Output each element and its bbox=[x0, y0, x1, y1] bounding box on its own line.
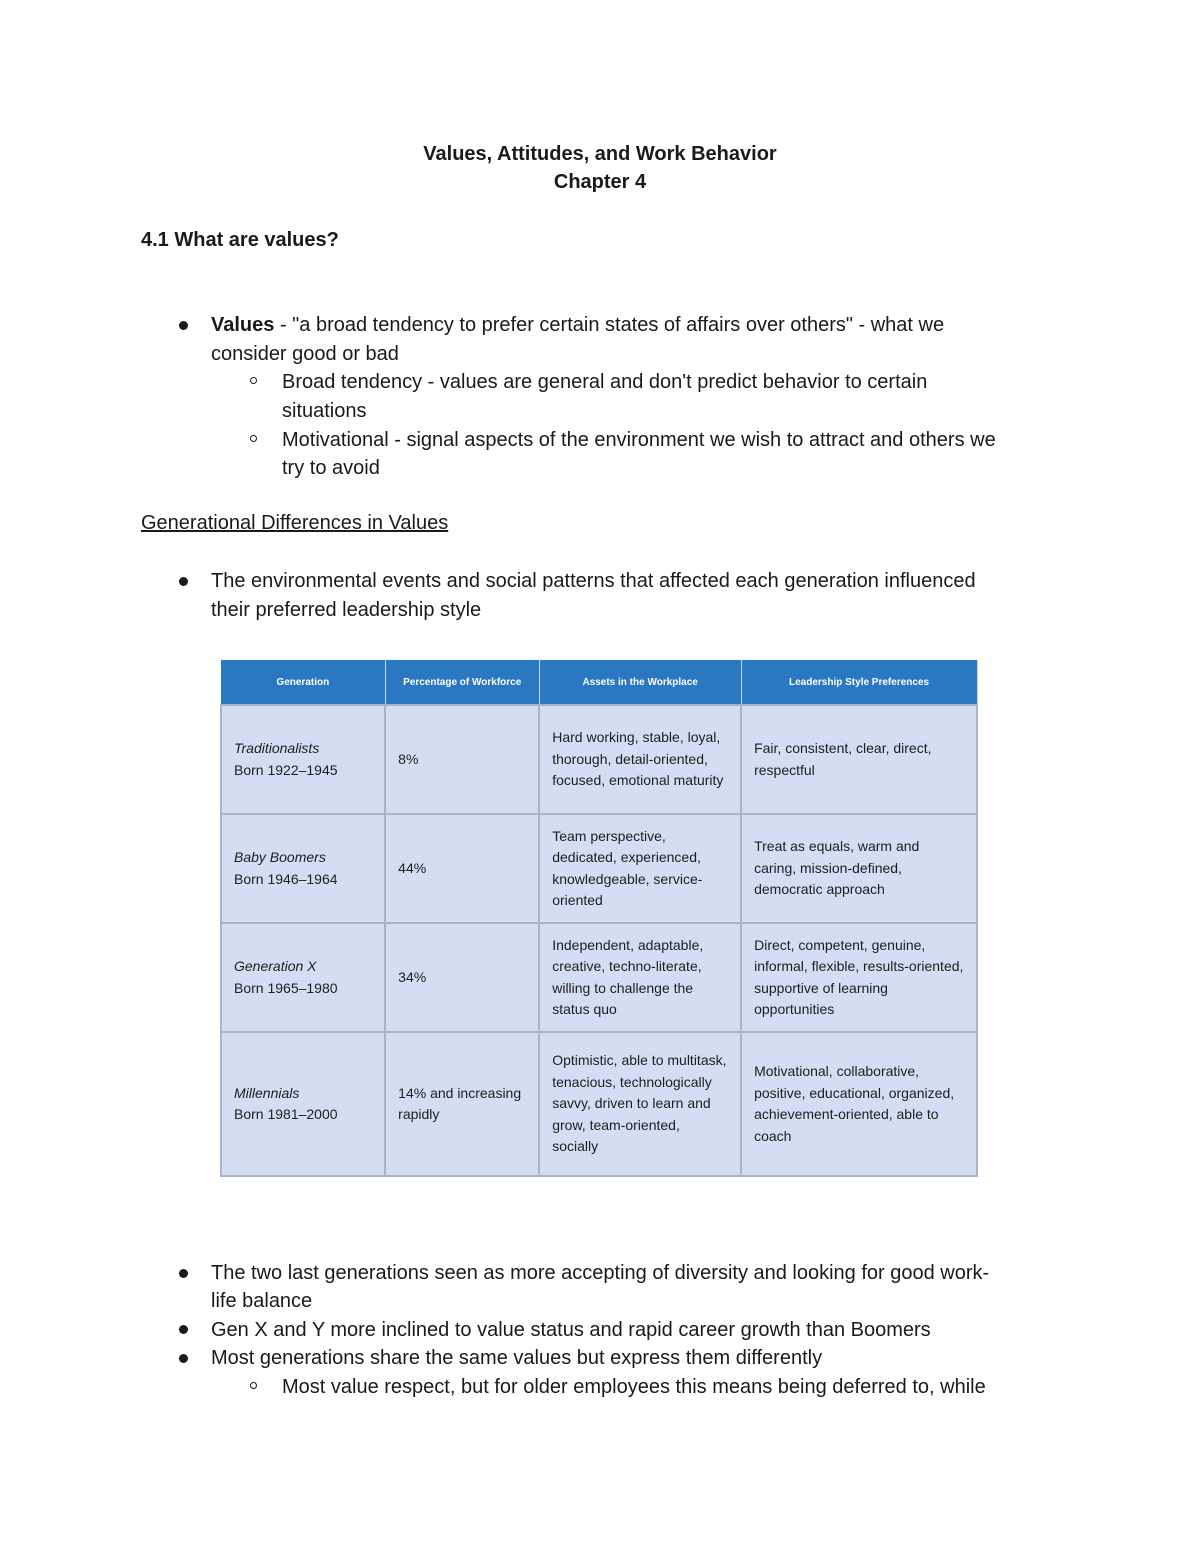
chapter-label: Chapter 4 bbox=[553, 171, 647, 193]
generation-name: Millennials bbox=[234, 1084, 300, 1101]
generation-cell bbox=[221, 923, 385, 1032]
gen-bullet-line1: The environmental events and social patterns that affected each generation influenced bbox=[211, 570, 976, 592]
generation-cell bbox=[221, 1032, 385, 1176]
percentage-cell bbox=[385, 814, 539, 923]
table-header: Percentage of Workforce bbox=[385, 660, 539, 705]
values-def-line2: consider good or bad bbox=[211, 343, 399, 365]
sub1-line2: situations bbox=[282, 400, 367, 422]
table-header-row bbox=[221, 660, 977, 705]
leadership-cell bbox=[741, 705, 977, 814]
assets-text: Team perspective, dedicated, experienced, knowledgeable, service-oriented bbox=[552, 827, 703, 908]
leadership-cell bbox=[741, 923, 977, 1032]
percentage-value: 14% and increasing rapidly bbox=[398, 1084, 522, 1122]
assets-text: Hard working, stable, loyal, thorough, detail-oriented, focused, emotional maturity bbox=[552, 729, 724, 789]
sub2-line2: try to avoid bbox=[282, 457, 380, 479]
table-row bbox=[221, 1032, 977, 1176]
generation-name: Traditionalists bbox=[234, 740, 320, 756]
leadership-text: Treat as equals, warm and caring, mission-defined, democratic approach bbox=[754, 838, 920, 898]
bullet-icon bbox=[179, 1354, 188, 1363]
percentage-value: 34% bbox=[398, 968, 427, 985]
table-header: Leadership Style Preferences bbox=[741, 660, 977, 705]
after1-line1: The two last generations seen as more accepting of diversity and looking for good work- bbox=[211, 1262, 990, 1284]
table-header: Generation bbox=[221, 660, 385, 705]
generation-born: Born 1922–1945 bbox=[234, 761, 338, 778]
table-header: Assets in the Workplace bbox=[539, 660, 741, 705]
assets-cell bbox=[539, 814, 741, 923]
table-row bbox=[221, 705, 977, 814]
section-heading: 4.1 What are values? bbox=[141, 229, 339, 251]
assets-text: Independent, adaptable, creative, techno-literate, willing to challenge the status quo bbox=[552, 936, 704, 1017]
sub1-line1: Broad tendency - values are general and don't predict behavior to certain bbox=[282, 371, 928, 393]
leadership-text: Fair, consistent, clear, direct, respectful bbox=[754, 740, 932, 778]
after1-line2: life balance bbox=[211, 1290, 313, 1312]
bullet-icon bbox=[179, 1325, 188, 1334]
generation-born: Born 1981–2000 bbox=[234, 1106, 338, 1122]
sub-bullet-icon bbox=[250, 1382, 257, 1389]
values-definition bbox=[211, 311, 944, 340]
leadership-text: Direct, competent, genuine, informal, flexible, results-oriented, supportive of learning opportunities bbox=[754, 936, 964, 1017]
generations-table bbox=[220, 660, 978, 1177]
generation-name: Generation X bbox=[234, 958, 317, 974]
table-row bbox=[221, 814, 977, 923]
generation-cell bbox=[221, 814, 385, 923]
after3-text: Most generations share the same values but express them differently bbox=[211, 1347, 823, 1369]
assets-text: Optimistic, able to multitask, tenacious, technologically savvy, driven to learn and grow, team-oriented, socially bbox=[552, 1052, 727, 1155]
table-row bbox=[221, 923, 977, 1032]
after3-sub-text: Most value respect, but for older employees this means being deferred to, while bbox=[282, 1376, 986, 1398]
leadership-text: Motivational, collaborative, positive, educational, organized, achievement-oriented, able to coach bbox=[754, 1063, 955, 1144]
percentage-cell bbox=[385, 705, 539, 814]
percentage-cell bbox=[385, 1032, 539, 1176]
assets-cell bbox=[539, 705, 741, 814]
after2-text: Gen X and Y more inclined to value status and rapid career growth than Boomers bbox=[211, 1319, 931, 1341]
document-title: Values, Attitudes, and Work Behavior bbox=[423, 143, 777, 165]
bullet-icon bbox=[179, 577, 188, 586]
values-def-line1: - "a broad tendency to prefer certain states of affairs over others" - what we bbox=[274, 314, 945, 336]
generation-name: Baby Boomers bbox=[234, 849, 326, 865]
assets-cell bbox=[539, 1032, 741, 1176]
sub-bullet-icon bbox=[250, 435, 257, 442]
values-term: Values bbox=[211, 314, 275, 336]
generation-born: Born 1946–1964 bbox=[234, 870, 338, 887]
bullet-icon bbox=[179, 321, 188, 330]
gen-bullet-line2: their preferred leadership style bbox=[211, 599, 482, 621]
leadership-cell bbox=[741, 1032, 977, 1176]
percentage-value: 8% bbox=[398, 750, 419, 767]
percentage-value: 44% bbox=[398, 859, 427, 876]
bullet-icon bbox=[179, 1269, 188, 1278]
assets-cell bbox=[539, 923, 741, 1032]
generational-heading: Generational Differences in Values bbox=[141, 512, 449, 534]
percentage-cell bbox=[385, 923, 539, 1032]
leadership-cell bbox=[741, 814, 977, 923]
sub2-line1: Motivational - signal aspects of the environment we wish to attract and others we bbox=[282, 429, 996, 451]
generation-cell bbox=[221, 705, 385, 814]
generation-born: Born 1965–1980 bbox=[234, 979, 338, 996]
sub-bullet-icon bbox=[250, 377, 257, 384]
